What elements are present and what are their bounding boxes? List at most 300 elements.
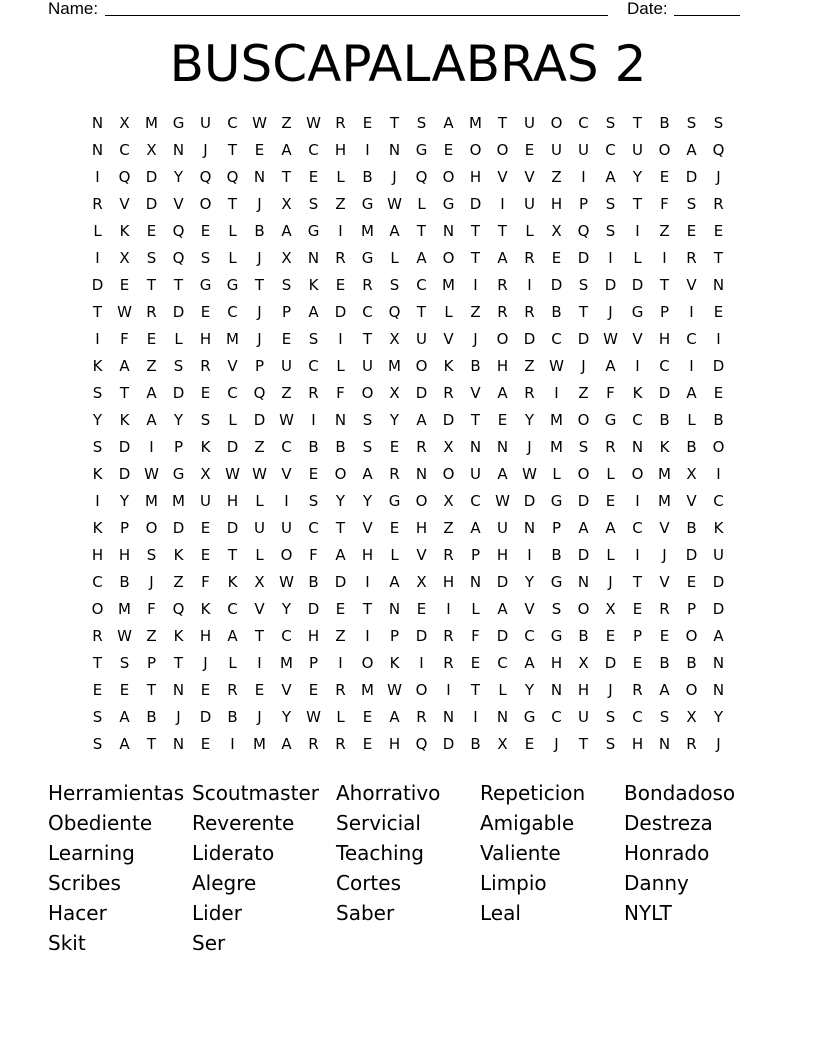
grid-letter[interactable]: H [577, 681, 590, 699]
grid-letter[interactable]: I [473, 276, 478, 294]
grid-letter[interactable]: I [338, 654, 343, 672]
grid-letter[interactable]: G [442, 195, 455, 213]
grid-letter[interactable]: Z [659, 222, 670, 240]
grid-letter[interactable]: J [257, 249, 262, 267]
grid-letter[interactable]: X [119, 249, 130, 267]
grid-letter[interactable]: S [146, 546, 157, 564]
grid-letter[interactable]: A [389, 573, 400, 591]
grid-letter[interactable]: R [362, 276, 373, 294]
grid-letter[interactable]: T [416, 303, 427, 321]
grid-letter[interactable]: J [257, 330, 262, 348]
grid-letter[interactable]: N [712, 276, 725, 294]
date-blank-line[interactable] [674, 15, 740, 16]
grid-letter[interactable]: K [227, 573, 238, 591]
grid-letter[interactable]: U [200, 114, 211, 132]
grid-letter[interactable]: P [470, 546, 481, 564]
grid-letter[interactable]: T [389, 114, 400, 132]
grid-letter[interactable]: B [551, 303, 562, 321]
grid-letter[interactable]: T [146, 681, 157, 699]
grid-letter[interactable]: H [388, 735, 401, 753]
grid-letter[interactable]: A [659, 681, 670, 699]
grid-letter[interactable]: N [469, 438, 482, 456]
grid-letter[interactable]: I [149, 438, 154, 456]
grid-letter[interactable]: E [362, 735, 373, 753]
grid-letter[interactable]: Y [119, 492, 130, 510]
grid-letter[interactable]: U [524, 114, 535, 132]
grid-letter[interactable]: C [632, 708, 643, 726]
grid-letter[interactable]: T [92, 654, 103, 672]
grid-letter[interactable]: A [227, 627, 238, 645]
grid-letter[interactable]: N [658, 735, 671, 753]
grid-letter[interactable]: A [281, 141, 292, 159]
grid-letter[interactable]: L [336, 357, 345, 375]
grid-letter[interactable]: S [200, 249, 211, 267]
grid-letter[interactable]: I [338, 330, 343, 348]
grid-letter[interactable]: T [416, 222, 427, 240]
name-blank-line[interactable] [105, 15, 608, 16]
grid-letter[interactable]: K [119, 222, 130, 240]
grid-letter[interactable]: U [578, 708, 589, 726]
grid-letter[interactable]: U [254, 519, 265, 537]
grid-letter[interactable]: W [252, 465, 267, 483]
grid-letter[interactable]: N [442, 708, 455, 726]
grid-letter[interactable]: N [253, 168, 266, 186]
grid-letter[interactable]: C [497, 654, 508, 672]
grid-letter[interactable]: S [146, 249, 157, 267]
grid-letter[interactable]: L [255, 546, 264, 564]
grid-letter[interactable]: G [361, 195, 374, 213]
grid-letter[interactable]: T [173, 654, 184, 672]
grid-letter[interactable]: X [551, 222, 562, 240]
grid-letter[interactable]: N [91, 114, 104, 132]
grid-letter[interactable]: R [335, 681, 346, 699]
grid-letter[interactable]: Y [389, 411, 400, 429]
grid-letter[interactable]: D [604, 654, 617, 672]
grid-letter[interactable]: O [469, 141, 482, 159]
grid-letter[interactable]: R [659, 600, 670, 618]
grid-letter[interactable]: S [605, 222, 616, 240]
grid-letter[interactable]: P [686, 600, 697, 618]
grid-letter[interactable]: N [496, 708, 509, 726]
grid-letter[interactable]: K [200, 600, 211, 618]
grid-letter[interactable]: Y [92, 411, 103, 429]
grid-letter[interactable]: N [469, 573, 482, 591]
grid-letter[interactable]: L [228, 249, 237, 267]
grid-letter[interactable]: O [496, 141, 509, 159]
grid-letter[interactable]: K [200, 438, 211, 456]
grid-letter[interactable]: W [117, 627, 132, 645]
grid-letter[interactable]: M [226, 330, 239, 348]
grid-letter[interactable]: C [227, 303, 238, 321]
grid-letter[interactable]: R [200, 357, 211, 375]
grid-letter[interactable]: I [500, 195, 505, 213]
grid-letter[interactable]: R [497, 276, 508, 294]
grid-letter[interactable]: T [146, 735, 157, 753]
grid-letter[interactable]: J [716, 168, 721, 186]
grid-letter[interactable]: R [146, 303, 157, 321]
grid-letter[interactable]: H [307, 627, 320, 645]
grid-letter[interactable]: K [632, 384, 643, 402]
grid-letter[interactable]: D [118, 465, 131, 483]
grid-letter[interactable]: C [119, 141, 130, 159]
grid-letter[interactable]: C [470, 492, 481, 510]
grid-letter[interactable]: J [257, 195, 262, 213]
grid-letter[interactable]: E [146, 330, 157, 348]
grid-letter[interactable]: A [335, 546, 346, 564]
grid-letter[interactable]: L [93, 222, 102, 240]
grid-letter[interactable]: C [227, 114, 238, 132]
grid-letter[interactable]: K [119, 411, 130, 429]
grid-letter[interactable]: G [550, 492, 563, 510]
grid-letter[interactable]: R [686, 735, 697, 753]
grid-letter[interactable]: F [471, 627, 480, 645]
grid-letter[interactable]: N [172, 681, 185, 699]
grid-letter[interactable]: T [173, 276, 184, 294]
grid-letter[interactable]: T [119, 384, 130, 402]
grid-letter[interactable]: B [146, 708, 157, 726]
grid-letter[interactable]: P [551, 519, 562, 537]
grid-letter[interactable]: S [605, 735, 616, 753]
grid-letter[interactable]: A [605, 168, 616, 186]
grid-letter[interactable]: R [443, 627, 454, 645]
grid-letter[interactable]: P [146, 654, 157, 672]
grid-letter[interactable]: I [446, 600, 451, 618]
grid-letter[interactable]: R [92, 627, 103, 645]
grid-letter[interactable]: L [606, 465, 615, 483]
grid-letter[interactable]: I [554, 384, 559, 402]
grid-letter[interactable]: I [635, 546, 640, 564]
grid-letter[interactable]: O [415, 357, 428, 375]
grid-letter[interactable]: H [631, 735, 644, 753]
grid-letter[interactable]: C [308, 519, 319, 537]
grid-letter[interactable]: A [497, 465, 508, 483]
grid-letter[interactable]: E [200, 303, 211, 321]
grid-letter[interactable]: H [91, 546, 104, 564]
grid-letter[interactable]: D [550, 276, 563, 294]
grid-letter[interactable]: E [119, 276, 130, 294]
grid-letter[interactable]: D [253, 411, 266, 429]
grid-letter[interactable]: J [662, 546, 667, 564]
grid-letter[interactable]: I [95, 168, 100, 186]
grid-letter[interactable]: M [361, 222, 374, 240]
grid-letter[interactable]: W [387, 195, 402, 213]
grid-letter[interactable]: E [686, 222, 697, 240]
grid-letter[interactable]: C [551, 330, 562, 348]
grid-letter[interactable]: R [443, 384, 454, 402]
grid-letter[interactable]: Z [551, 168, 562, 186]
grid-letter[interactable]: A [281, 222, 292, 240]
grid-letter[interactable]: T [659, 276, 670, 294]
grid-letter[interactable]: D [577, 330, 590, 348]
grid-letter[interactable]: S [605, 708, 616, 726]
grid-letter[interactable]: X [389, 384, 400, 402]
grid-letter[interactable]: E [200, 519, 211, 537]
grid-letter[interactable]: H [442, 573, 455, 591]
grid-letter[interactable]: R [335, 249, 346, 267]
grid-letter[interactable]: C [578, 114, 589, 132]
grid-letter[interactable]: Z [146, 357, 157, 375]
grid-letter[interactable]: T [470, 681, 481, 699]
grid-letter[interactable]: G [523, 708, 536, 726]
grid-letter[interactable]: V [254, 600, 265, 618]
grid-letter[interactable]: S [308, 492, 319, 510]
grid-letter[interactable]: T [227, 141, 238, 159]
grid-letter[interactable]: I [716, 330, 721, 348]
grid-letter[interactable]: R [416, 438, 427, 456]
grid-letter[interactable]: E [551, 249, 562, 267]
grid-letter[interactable]: S [308, 195, 319, 213]
grid-letter[interactable]: D [334, 303, 347, 321]
grid-letter[interactable]: V [686, 276, 697, 294]
grid-letter[interactable]: E [335, 600, 346, 618]
grid-letter[interactable]: W [252, 114, 267, 132]
grid-letter[interactable]: Q [577, 222, 590, 240]
grid-letter[interactable]: B [335, 438, 346, 456]
grid-letter[interactable]: Z [281, 384, 292, 402]
grid-letter[interactable]: O [415, 681, 428, 699]
grid-letter[interactable]: B [362, 168, 373, 186]
grid-letter[interactable]: R [389, 465, 400, 483]
grid-letter[interactable]: T [281, 168, 292, 186]
grid-letter[interactable]: E [713, 384, 724, 402]
grid-letter[interactable]: W [306, 708, 321, 726]
grid-letter[interactable]: G [199, 276, 212, 294]
grid-letter[interactable]: O [91, 600, 104, 618]
grid-letter[interactable]: G [415, 141, 428, 159]
grid-letter[interactable]: O [577, 600, 590, 618]
grid-letter[interactable]: D [685, 168, 698, 186]
grid-letter[interactable]: C [227, 384, 238, 402]
grid-letter[interactable]: V [173, 195, 184, 213]
grid-letter[interactable]: D [145, 195, 158, 213]
grid-letter[interactable]: X [605, 600, 616, 618]
grid-letter[interactable]: I [635, 492, 640, 510]
grid-letter[interactable]: I [311, 411, 316, 429]
grid-letter[interactable]: L [552, 465, 561, 483]
grid-letter[interactable]: O [658, 141, 671, 159]
grid-letter[interactable]: B [659, 114, 670, 132]
grid-letter[interactable]: G [631, 303, 644, 321]
grid-letter[interactable]: J [392, 168, 397, 186]
grid-letter[interactable]: A [605, 357, 616, 375]
grid-letter[interactable]: S [551, 600, 562, 618]
grid-letter[interactable]: D [469, 195, 482, 213]
grid-letter[interactable]: B [308, 438, 319, 456]
grid-letter[interactable]: O [199, 195, 212, 213]
grid-letter[interactable]: G [550, 573, 563, 591]
grid-letter[interactable]: D [496, 573, 509, 591]
grid-letter[interactable]: R [713, 195, 724, 213]
grid-letter[interactable]: D [577, 249, 590, 267]
grid-letter[interactable]: E [713, 222, 724, 240]
grid-letter[interactable]: I [365, 141, 370, 159]
grid-letter[interactable]: H [199, 330, 212, 348]
grid-letter[interactable]: V [119, 195, 130, 213]
grid-letter[interactable]: I [419, 654, 424, 672]
grid-letter[interactable]: B [686, 519, 697, 537]
grid-letter[interactable]: Z [281, 114, 292, 132]
grid-letter[interactable]: Q [172, 249, 185, 267]
grid-letter[interactable]: H [199, 627, 212, 645]
grid-letter[interactable]: C [713, 492, 724, 510]
grid-letter[interactable]: O [685, 681, 698, 699]
grid-letter[interactable]: B [686, 438, 697, 456]
grid-letter[interactable]: J [257, 303, 262, 321]
grid-letter[interactable]: A [281, 735, 292, 753]
grid-letter[interactable]: T [254, 627, 265, 645]
grid-letter[interactable]: D [523, 492, 536, 510]
grid-letter[interactable]: T [470, 222, 481, 240]
grid-letter[interactable]: I [689, 357, 694, 375]
grid-letter[interactable]: K [443, 357, 454, 375]
grid-letter[interactable]: W [306, 114, 321, 132]
grid-letter[interactable]: Q [712, 141, 725, 159]
grid-letter[interactable]: C [524, 627, 535, 645]
grid-letter[interactable]: J [203, 654, 208, 672]
grid-letter[interactable]: M [280, 654, 293, 672]
grid-letter[interactable]: W [522, 465, 537, 483]
grid-letter[interactable]: D [415, 384, 428, 402]
grid-letter[interactable]: L [228, 222, 237, 240]
grid-letter[interactable]: S [308, 330, 319, 348]
grid-letter[interactable]: L [336, 168, 345, 186]
grid-letter[interactable]: K [713, 519, 724, 537]
grid-letter[interactable]: U [497, 519, 508, 537]
grid-letter[interactable]: S [92, 708, 103, 726]
grid-letter[interactable]: P [254, 357, 265, 375]
grid-letter[interactable]: D [91, 276, 104, 294]
grid-letter[interactable]: C [308, 141, 319, 159]
grid-letter[interactable]: D [145, 168, 158, 186]
grid-letter[interactable]: E [200, 735, 211, 753]
grid-letter[interactable]: Y [281, 708, 292, 726]
grid-letter[interactable]: G [388, 492, 401, 510]
grid-letter[interactable]: V [686, 492, 697, 510]
grid-letter[interactable]: B [578, 627, 589, 645]
grid-letter[interactable]: O [442, 465, 455, 483]
grid-letter[interactable]: O [685, 627, 698, 645]
grid-letter[interactable]: O [334, 465, 347, 483]
grid-letter[interactable]: S [119, 654, 130, 672]
grid-letter[interactable]: J [608, 303, 613, 321]
grid-letter[interactable]: H [226, 492, 239, 510]
grid-letter[interactable]: M [388, 357, 401, 375]
grid-letter[interactable]: X [443, 438, 454, 456]
grid-letter[interactable]: F [120, 330, 129, 348]
grid-letter[interactable]: R [308, 735, 319, 753]
grid-letter[interactable]: L [606, 546, 615, 564]
grid-letter[interactable]: K [389, 654, 400, 672]
grid-letter[interactable]: F [336, 384, 345, 402]
grid-letter[interactable]: E [362, 708, 373, 726]
grid-letter[interactable]: E [389, 519, 400, 537]
grid-letter[interactable]: K [173, 627, 184, 645]
grid-letter[interactable]: P [389, 627, 400, 645]
grid-letter[interactable]: M [145, 492, 158, 510]
grid-letter[interactable]: V [524, 600, 535, 618]
grid-letter[interactable]: C [281, 627, 292, 645]
grid-letter[interactable]: H [550, 195, 563, 213]
grid-letter[interactable]: E [308, 168, 319, 186]
grid-letter[interactable]: U [362, 357, 373, 375]
grid-letter[interactable]: M [469, 114, 482, 132]
grid-letter[interactable]: E [200, 384, 211, 402]
grid-letter[interactable]: A [119, 708, 130, 726]
grid-letter[interactable]: C [281, 438, 292, 456]
grid-letter[interactable]: H [361, 546, 374, 564]
grid-letter[interactable]: I [257, 654, 262, 672]
grid-letter[interactable]: Q [415, 735, 428, 753]
grid-letter[interactable]: N [172, 735, 185, 753]
grid-letter[interactable]: T [632, 573, 643, 591]
grid-letter[interactable]: A [416, 411, 427, 429]
grid-letter[interactable]: Y [335, 492, 346, 510]
grid-letter[interactable]: O [442, 249, 455, 267]
grid-letter[interactable]: S [686, 195, 697, 213]
grid-letter[interactable]: G [172, 465, 185, 483]
grid-letter[interactable]: V [659, 519, 670, 537]
grid-letter[interactable]: R [443, 546, 454, 564]
grid-letter[interactable]: Y [173, 168, 184, 186]
grid-letter[interactable]: A [605, 519, 616, 537]
grid-letter[interactable]: P [119, 519, 130, 537]
grid-letter[interactable]: U [281, 357, 292, 375]
grid-letter[interactable]: L [498, 681, 507, 699]
grid-letter[interactable]: R [686, 249, 697, 267]
grid-letter[interactable]: A [686, 141, 697, 159]
grid-letter[interactable]: S [200, 411, 211, 429]
grid-letter[interactable]: Z [578, 384, 589, 402]
grid-letter[interactable]: L [633, 249, 642, 267]
grid-letter[interactable]: Z [524, 357, 535, 375]
grid-letter[interactable]: Y [281, 600, 292, 618]
grid-letter[interactable]: F [147, 600, 156, 618]
grid-letter[interactable]: G [550, 627, 563, 645]
grid-letter[interactable]: O [442, 168, 455, 186]
grid-letter[interactable]: X [200, 465, 211, 483]
grid-letter[interactable]: T [470, 249, 481, 267]
grid-letter[interactable]: A [497, 600, 508, 618]
grid-letter[interactable]: T [146, 276, 157, 294]
grid-letter[interactable]: G [307, 222, 320, 240]
grid-letter[interactable]: H [550, 654, 563, 672]
grid-letter[interactable]: I [284, 492, 289, 510]
grid-letter[interactable]: Q [226, 168, 239, 186]
grid-letter[interactable]: A [470, 519, 481, 537]
grid-letter[interactable]: U [281, 519, 292, 537]
grid-letter[interactable]: M [172, 492, 185, 510]
grid-letter[interactable]: T [227, 546, 238, 564]
grid-letter[interactable]: Q [253, 384, 266, 402]
grid-letter[interactable]: D [118, 438, 131, 456]
grid-letter[interactable]: E [335, 276, 346, 294]
grid-letter[interactable]: A [524, 654, 535, 672]
grid-letter[interactable]: S [713, 114, 724, 132]
grid-letter[interactable]: X [119, 114, 130, 132]
grid-letter[interactable]: D [442, 411, 455, 429]
grid-letter[interactable]: E [497, 411, 508, 429]
grid-letter[interactable]: L [390, 249, 399, 267]
grid-letter[interactable]: E [524, 735, 535, 753]
grid-letter[interactable]: K [92, 357, 103, 375]
grid-letter[interactable]: W [279, 573, 294, 591]
grid-letter[interactable]: S [92, 384, 103, 402]
grid-letter[interactable]: K [92, 465, 103, 483]
grid-letter[interactable]: N [523, 519, 536, 537]
grid-letter[interactable]: I [608, 249, 613, 267]
grid-letter[interactable]: Y [713, 708, 724, 726]
grid-letter[interactable]: C [362, 303, 373, 321]
